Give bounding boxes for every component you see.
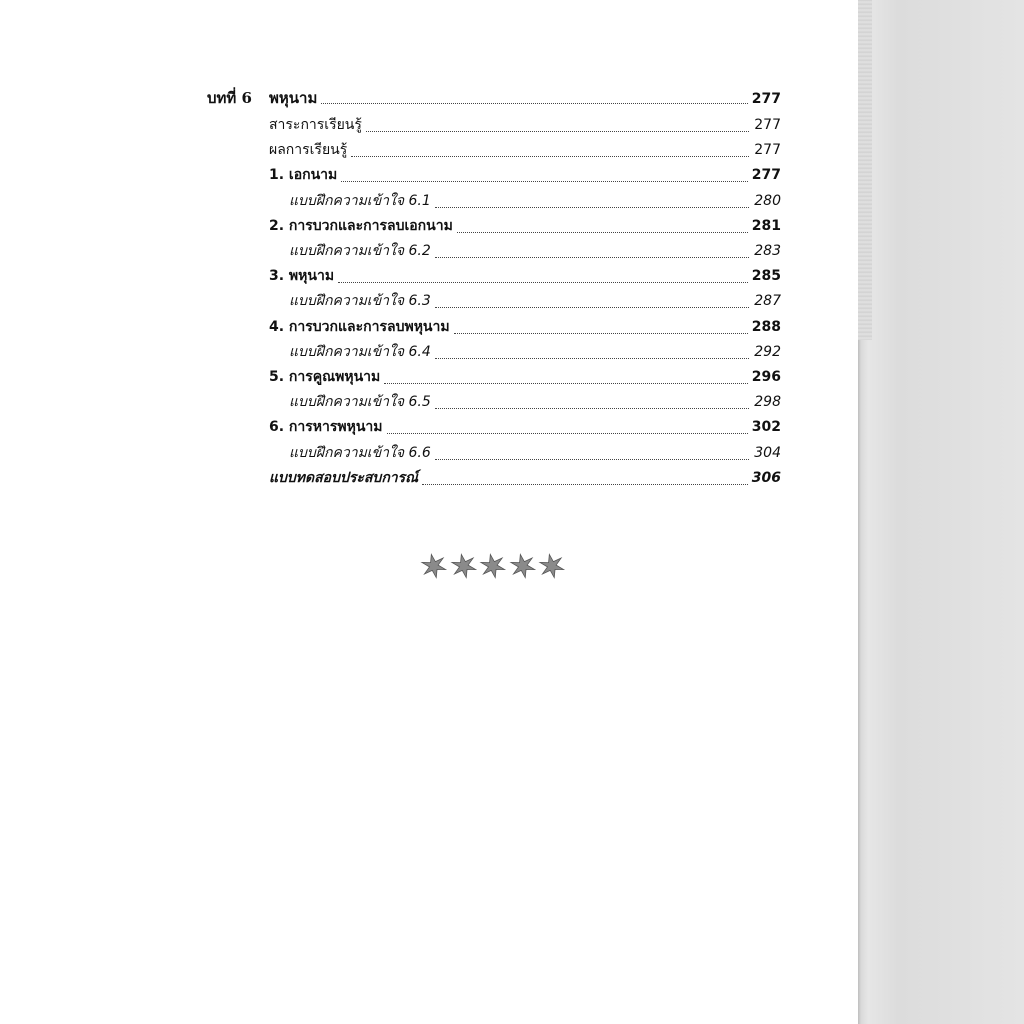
dot-leader	[387, 432, 748, 434]
toc-entry-label: สาระการเรียนรู้	[269, 117, 362, 133]
toc-entry-page: 283	[754, 243, 781, 259]
dot-leader	[366, 130, 749, 132]
toc-entry-page: 277	[754, 142, 781, 159]
toc-entry-page: 288	[751, 318, 781, 335]
toc-entry-label: แบบฝึกความเข้าใจ 6.6	[289, 444, 431, 461]
toc-entry-page: 277	[751, 167, 781, 184]
toc-entry[interactable]	[207, 240, 781, 264]
toc-entry-label: 4. การบวกและการลบพหุนาม	[269, 318, 450, 335]
toc-entry-label: 3. พหุนาม	[269, 268, 335, 285]
toc-entry[interactable]	[207, 215, 781, 239]
toc-entry-label: 1. เอกนาม	[269, 167, 338, 184]
toc-entry-label: 6. การหารพหุนาม	[269, 419, 383, 436]
toc-entry[interactable]	[207, 290, 781, 314]
toc-entry-page: 280	[754, 192, 781, 209]
dot-leader	[422, 483, 748, 485]
dot-leader	[338, 281, 748, 283]
toc-entry[interactable]	[207, 416, 781, 440]
dot-leader	[457, 231, 748, 233]
toc-entry-label: แบบฝึกความเข้าใจ 6.5	[289, 394, 431, 411]
toc-entry[interactable]	[207, 366, 781, 390]
toc-entry-page: 296	[751, 369, 781, 385]
star-ornament-icon	[450, 552, 478, 580]
star-ornament-icon	[538, 552, 566, 580]
toc-entry-page: 277	[754, 117, 781, 133]
chapter-number: บทที่ 6	[207, 89, 252, 107]
star-ornament-icon	[509, 552, 537, 580]
chapter-page: 277	[751, 91, 781, 107]
toc-entry[interactable]	[207, 316, 781, 340]
toc-entry-label: แบบฝึกความเข้าใจ 6.1	[289, 192, 431, 209]
toc-entry-page: 304	[754, 444, 781, 461]
chapter-row[interactable]	[207, 86, 781, 110]
toc-entry-page: 287	[754, 293, 781, 310]
page-edge	[858, 0, 1024, 1024]
toc-entry-page: 302	[751, 419, 781, 436]
toc-entry-label: แบบทดสอบประสบการณ์	[269, 469, 419, 486]
dot-leader	[351, 155, 749, 157]
dot-leader	[435, 206, 749, 208]
toc-entry[interactable]	[207, 341, 781, 365]
dot-leader	[321, 102, 747, 104]
toc-entry[interactable]	[207, 442, 781, 466]
toc-entry-page: 298	[754, 394, 781, 411]
dot-leader	[435, 357, 749, 359]
toc-entry[interactable]	[207, 114, 781, 138]
star-ornament-icon	[420, 552, 448, 580]
toc-entry[interactable]	[207, 265, 781, 289]
toc-entry-page: 281	[751, 217, 781, 234]
dot-leader	[435, 306, 749, 308]
chapter-title: พหุนาม	[269, 89, 318, 107]
star-ornament-icon	[479, 552, 507, 580]
dot-leader	[341, 180, 748, 182]
toc-entry[interactable]	[207, 467, 781, 491]
toc-entry[interactable]	[207, 139, 781, 163]
toc-entry-label: 2. การบวกและการลบเอกนาม	[269, 217, 453, 234]
toc-entry[interactable]	[207, 391, 781, 415]
toc-entry-page: 285	[751, 268, 781, 285]
toc-entry-page: 292	[754, 343, 781, 360]
toc-entry-label: แบบฝึกความเข้าใจ 6.4	[289, 343, 431, 360]
toc-entry-label: แบบฝึกความเข้าใจ 6.2	[289, 243, 431, 259]
dot-leader	[384, 382, 748, 384]
toc-entry-label: ผลการเรียนรู้	[269, 142, 348, 159]
star-ornament	[420, 552, 566, 582]
toc-entry-page: 306	[751, 469, 781, 486]
toc-entry[interactable]	[207, 190, 781, 214]
dot-leader	[435, 407, 749, 409]
dot-leader	[435, 256, 749, 258]
toc-entry-label: แบบฝึกความเข้าใจ 6.3	[289, 293, 431, 310]
dot-leader	[454, 332, 748, 334]
dot-leader	[435, 458, 749, 460]
toc-entry[interactable]	[207, 164, 781, 188]
toc-entry-label: 5. การคูณพหุนาม	[269, 369, 381, 385]
